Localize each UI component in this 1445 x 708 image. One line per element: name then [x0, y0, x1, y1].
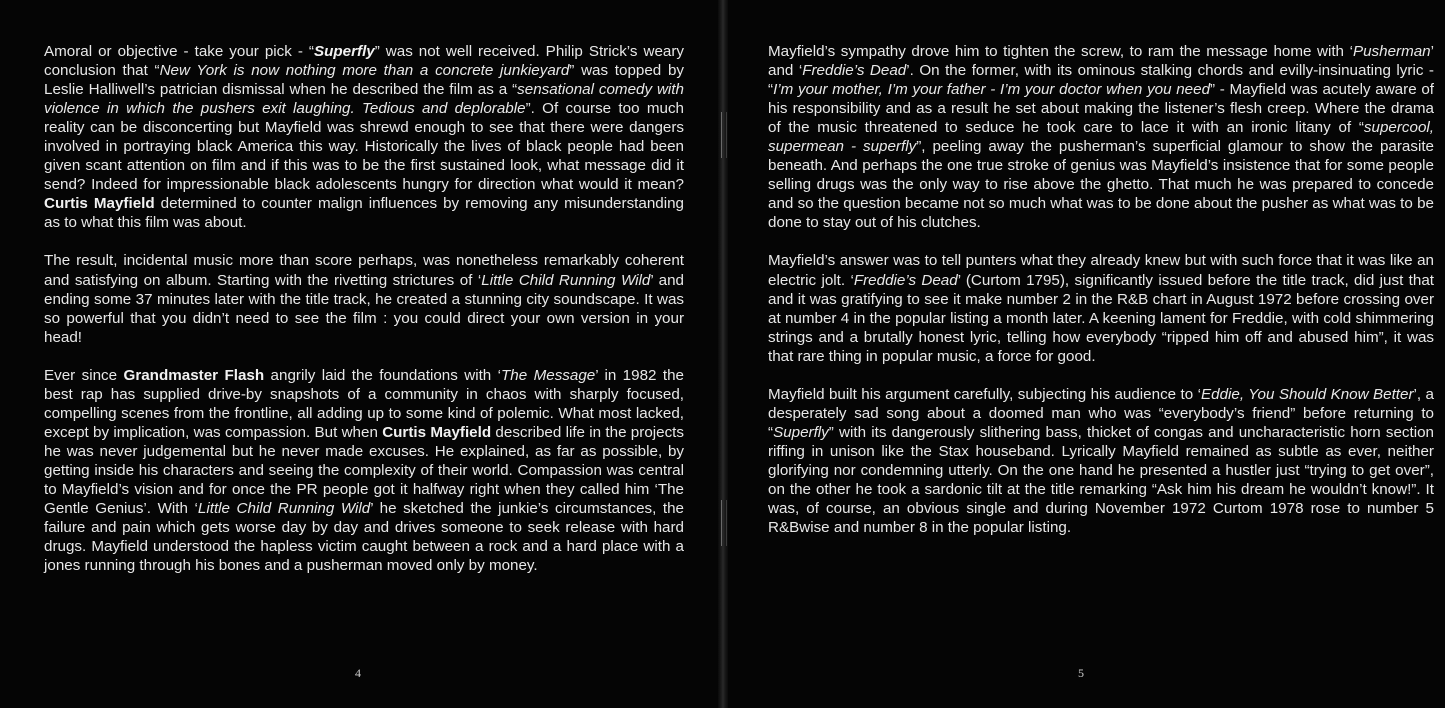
- text-run: ”. Of course too much reality can be disconcerting but Mayfield was shrewd enough to see that there were dangers involved in portraying black America this way. Historically the lives of black people had been given scant attention on film and if this was to be the first sustained look, what message did it send? Indeed for impressionable black adolescents hungry for direction what would it mean?: [44, 100, 684, 194]
- paragraph: [44, 251, 684, 346]
- text-run: Mayfield built his argument carefully, subjecting his audience to ‘: [768, 385, 1202, 403]
- bold-text: Curtis Mayfield: [44, 195, 155, 213]
- paragraph: [768, 385, 1434, 537]
- text-run: Ever since: [44, 366, 124, 384]
- text-run: ”, peeling away the pusherman’s superficial glamour to show the parasite beneath. And perhaps the one true stroke of genius was Mayfield’s insistence that for some people selling drugs was the only way to rise above the ghetto. That much he was prepared to concede and so the question became not so much what was to be done about the pusher as what was to be done to stay out of his clutches.: [768, 138, 1434, 232]
- text-run: ’ he sketched the junkie’s circumstances, the failure and pain which gets worse day by day and drives someone to seek release with hard drugs. Mayfield understood the hapless victim caught between a rock and a hard place with a jones running through his bones and a pusherman moved only by money.: [44, 500, 685, 575]
- text-run: Amoral or objective - take your pick -: [44, 43, 309, 60]
- bold-text: Curtis Mayfield: [382, 423, 492, 441]
- staple: [721, 112, 727, 158]
- spine-gutter: [718, 0, 728, 708]
- text-run: angrily laid the foundations with ‘: [264, 366, 502, 384]
- paragraph: [768, 251, 1434, 365]
- italic-text: Eddie, You Should Know Better: [1201, 385, 1414, 403]
- italic-text: Pusherman: [1352, 43, 1431, 60]
- bold-italic-text: Superfly: [313, 43, 375, 60]
- text-run: ’, a desperately sad song about a doomed man who was “everybody’s friend” before returning to “: [768, 385, 1435, 441]
- italic-text: supercool, supermean - superfly: [768, 119, 1434, 156]
- italic-text: I’m your mother, I’m your father - I’m your doctor when you need: [773, 81, 1211, 99]
- text-run: determined to counter malign influences by removing any misunderstanding as to what this film was about.: [44, 195, 684, 232]
- text-run: ” with its dangerously slithering bass, thicket of congas and uncharacteristic horn section riffing in unison like the Stax houseband. Lyrically Mayfield remained as subtle as ever, neither glorifying nor condemning utterly. On the one hand he presented a hustler just “trying to get over”, on the other he took a sardonic tilt at the title remarking “Ask him his dream he wouldn’t know!”. It was, of course, an obvious single and during November 1972 Curtom 1978 rose to number 5 R&Bwise and number 8 in the popular listing.: [768, 423, 1434, 537]
- staple: [721, 500, 727, 546]
- italic-text: sensational comedy with violence in which the pushers exit laughing. Tedious and deplorable: [44, 81, 684, 118]
- page-number: 4: [355, 666, 361, 680]
- text-run: Mayfield’s answer was to tell punters what they already knew but with such force that it was like an electric jolt. ‘: [768, 252, 1434, 289]
- italic-text: New York is now nothing more than a concrete junkieyard: [159, 62, 570, 80]
- text-run: “: [308, 43, 314, 60]
- paragraph: [44, 366, 684, 576]
- italic-text: Little Child Running Wild: [197, 500, 371, 518]
- text-run: ’ in 1982 the best rap has supplied drive-by snapshots of a community in chaos with sharply focused, compelling scenes from the frontline, all adding up to some kind of polemic. What most lacked, except by implication, was compassion. But when: [44, 366, 684, 441]
- bold-text: Grandmaster Flash: [123, 366, 265, 384]
- text-run: ’ (Curtom 1795), significantly issued before the title track, did just that and it was gratifying to see it make number 2 in the R&B chart in August 1972 before crossing over at number 4 in the popular listing a month later. A keening lament for Freddie, with cold shimmering strings and a brutally honest lyric, telling how everybody “ripped him off and abused him”, it was that rare thing in popular music, a force for good.: [768, 271, 1434, 365]
- italic-text: Freddie’s Dead: [802, 62, 907, 80]
- right-text-column: [768, 42, 1434, 556]
- left-text-column: [44, 42, 684, 594]
- text-run: ’ and ending some 37 minutes later with the title track, he created a stunning city soundscape. It was so powerful that you didn’t need to see the film : you could direct your own version in your head!: [44, 271, 685, 346]
- right-page: [728, 0, 1445, 708]
- italic-text: Little Child Running Wild: [481, 271, 651, 289]
- paragraph: [44, 42, 684, 232]
- text-run: ” was not well received. Philip Strick’s weary conclusion that “: [44, 43, 684, 80]
- text-run: ’ and ‘: [768, 43, 1434, 80]
- text-run: ” - Mayfield was acutely aware of his responsibility and as a result he set about making the listener’s flesh creep. Where the drama of the music threatened to seduce he took care to lace it with an ironic litany of “: [768, 81, 1434, 137]
- text-run: ’. On the former, with its ominous stalking chords and evilly-insinuating lyric - “: [768, 62, 1434, 99]
- text-run: Mayfield’s sympathy drove him to tighten the screw, to ram the message home with ‘: [768, 43, 1353, 60]
- italic-text: Freddie’s Dead: [853, 271, 958, 289]
- text-run: The result, incidental music more than score perhaps, was nonetheless remarkably coherent and satisfying on album. Starting with the rivetting strictures of ‘: [44, 252, 684, 289]
- text-run: ” was topped by Leslie Halliwell’s patrician dismissal when he described the film as a “: [44, 62, 685, 99]
- italic-text: The Message: [501, 366, 596, 384]
- left-page: [0, 0, 718, 708]
- text-run: described life in the projects he was never judgemental but he never made excuses. He explained, as far as possible, by getting inside his characters and seeing the complexity of their world. Compassion was central to Mayfield’s vision and for once the PR people got it halfway right when they called him ‘The Gentle Genius’. With ‘: [44, 423, 684, 518]
- italic-text: Superfly: [773, 423, 829, 441]
- page-number: 5: [1078, 666, 1084, 680]
- paragraph: [768, 42, 1434, 232]
